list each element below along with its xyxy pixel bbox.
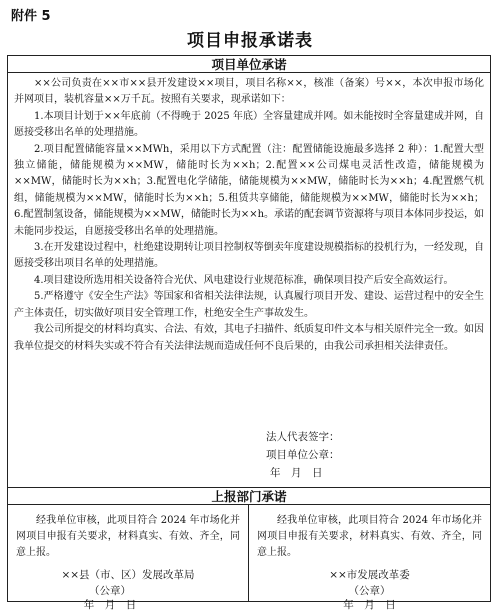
paragraph-item-4: 4.项目建设所选用相关设备符合光伏、风电建设行业规范标准，确保项目投产后安全高效运行。 [34,274,454,286]
county-department-cell [8,505,249,611]
unit-date: 年 月 日 [270,467,323,479]
section-heading-department: 上报部门承诺 [8,487,490,505]
section-heading-unit: 项目单位承诺 [8,56,490,73]
paragraph-item-3: 3.在开发建设过程中，杜绝建设期转让项目控制权等倒卖年度建设规模指标的投机行为，一经发现，自愿接受移出项目名单的处理措施。 [14,242,484,270]
paragraph-declaration: 我公司所提交的材料均真实、合法、有效，其电子扫描件、纸质复印件文本与相关原件完全一致。如因我单位提交的材料失实或不符合有关法律法规而造成任何不良后果的，由我公司承担相关法律责任。 [14,324,484,352]
paragraph-item-2: 2.项目配置储能容量××MWh，采用以下方式配置（注：配置储能设施最多选择 2 种）：1.配置大型独立储能，储能规模为××MW，储能时长为××h；2.配置××公司煤电灵活性改造，储能规模为××MW，储能时长为××h；3.配置电化学储能，储能规模为××MW，储能时长为××h；4.配置燃气机组，储能规模为××MW，储能时长为××h；5.租赁共享储能，储能规模为××MW，储能时长为××h；6.配置制氢设备，储能规模为××MW，储能时长为××h。承诺的配套调节资源将与项目本体同步投运，如未能同步投运，自愿接受移出名单的处理措施。 [14,143,485,237]
unit-seal-label: 项目单位公章： [266,449,340,461]
city-date: 年 月 日 [343,599,396,611]
legal-rep-signature-label: 法人代表签字： [266,431,340,443]
county-department-name: ××县（市、区）发展改革局 [61,569,195,581]
city-seal-label: （公章） [348,585,391,597]
unit-commitment-body [14,76,484,355]
attachment-label: 附件 5 [11,9,51,24]
city-review-opinion: 经我单位审核，此项目符合 2024 年市场化并网项目申报有关要求，材料真实、有效、齐全，同意上报。 [257,515,482,558]
paragraph-item-1: 1.本项目计划于××年底前（不得晚于 2025 年底）全容量建成并网。如未能按时全容量建成并网，自愿接受移出名单的处理措施。 [14,110,484,139]
county-review-opinion: 经我单位审核，此项目符合 2024 年市场化并网项目申报有关要求，材料真实、有效、齐全，同意上报。 [16,515,240,558]
city-department-cell [249,505,490,611]
city-department-name: ××市发展改革委 [329,569,410,581]
paragraph-intro: ××公司负责在××市××县开发建设××项目，项目名称××，核准（备案）号××，本次申报市场化并网项目，装机容量××万千瓦。按照有关要求，现承诺如下： [14,78,484,106]
document-title: 项目申报承诺表 [187,31,313,51]
county-seal-label: （公章） [89,585,131,597]
commitment-form [7,55,491,611]
paragraph-item-5: 5.严格遵守《安全生产法》等国家和省相关法律法规，认真履行项目开发、建设、运营过程中的安全生产主体责任，切实做好项目安全管理工作，杜绝安全生产事故发生。 [14,291,484,319]
county-date: 年 月 日 [83,599,137,611]
